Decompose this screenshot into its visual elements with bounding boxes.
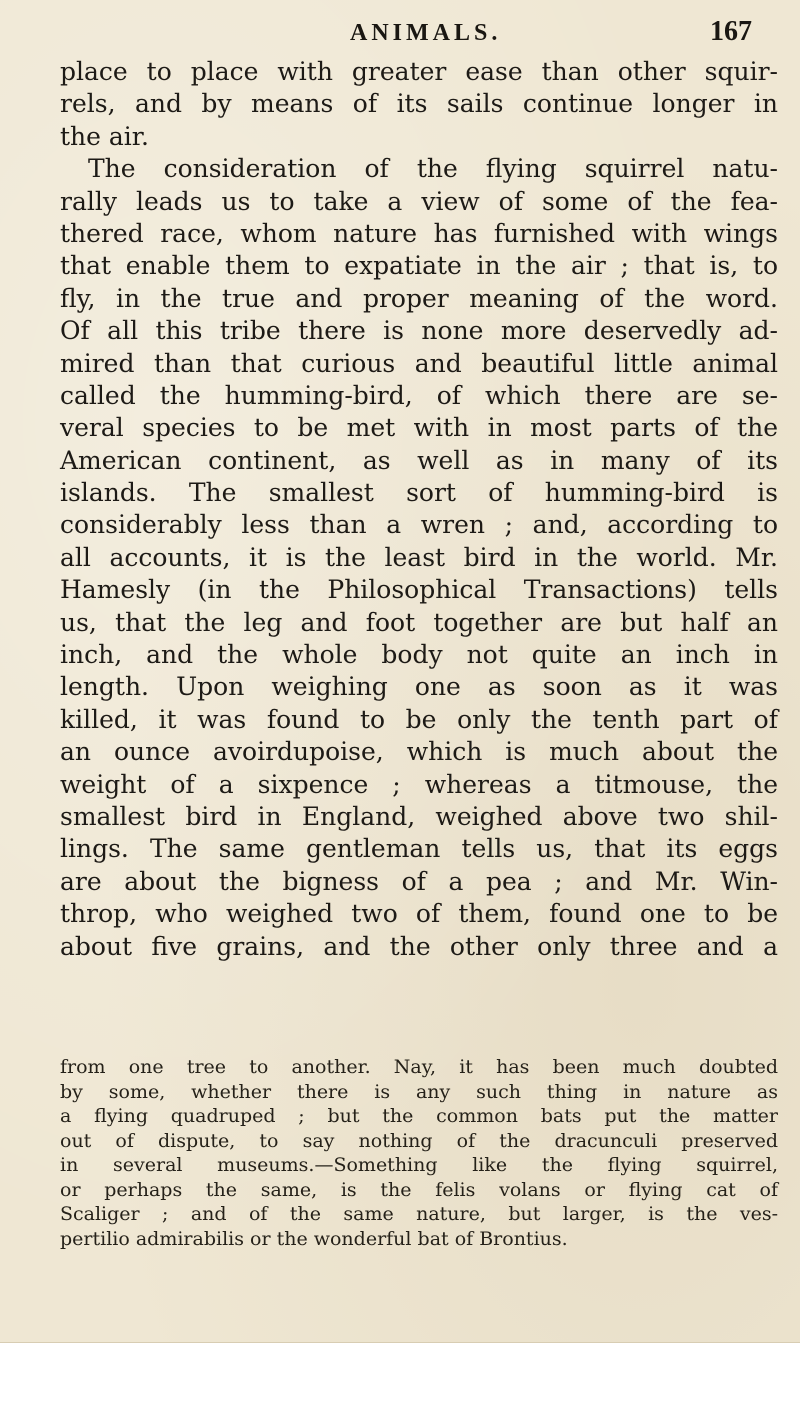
text-line: called the humming-bird, of which there are se- bbox=[60, 380, 778, 410]
text-line: smallest bird in England, weighed above two shil- bbox=[60, 801, 778, 831]
text-line: are about the bigness of a pea ; and Mr. Win- bbox=[60, 866, 778, 896]
footnote-line: or perhaps the same, is the felis volans or flying cat of bbox=[60, 1178, 778, 1201]
footnote-line: a flying quadruped ; but the common bats put the matter bbox=[60, 1105, 778, 1127]
footnote-line: out of dispute, to say nothing of the dracunculi preserved bbox=[60, 1129, 778, 1152]
text-line: us, that the leg and foot together are but half an bbox=[60, 607, 778, 637]
footnote-line: pertilio admirabilis or the wonderful bat of Brontius. bbox=[60, 1227, 568, 1250]
text-line: an ounce avoirdupoise, which is much about the bbox=[60, 737, 778, 767]
text-line: mired than that curious and beautiful little animal bbox=[60, 348, 778, 378]
running-head bbox=[0, 14, 800, 54]
text-line: Of all this tribe there is none more deservedly ad- bbox=[60, 316, 778, 346]
text-line: throp, who weighed two of them, found one to be bbox=[60, 899, 778, 929]
text-line: place to place with greater ease than other squir- bbox=[60, 57, 778, 86]
text-line: veral species to be met with in most parts of the bbox=[60, 413, 778, 443]
text-line: The consideration of the flying squirrel natu- bbox=[88, 154, 778, 184]
text-line: rels, and by means of its sails continue longer in bbox=[60, 89, 778, 119]
text-line: weight of a sixpence ; whereas a titmouse, the bbox=[60, 769, 778, 799]
text-line: all accounts, it is the least bird in the world. Mr. bbox=[60, 542, 778, 572]
text-line: considerably less than a wren ; and, according to bbox=[60, 510, 778, 540]
text-line: fly, in the true and proper meaning of the word. bbox=[60, 283, 778, 313]
text-line: the air. bbox=[60, 121, 149, 151]
running-head-title: ANIMALS. bbox=[350, 20, 502, 46]
text-line: rally leads us to take a view of some of the fea- bbox=[60, 186, 778, 216]
footnote-line: in several museums.—Something like the flying squirrel, bbox=[60, 1154, 778, 1176]
main-text bbox=[60, 56, 778, 963]
text-line: about five grains, and the other only three and a bbox=[60, 931, 778, 961]
footnote-line: from one tree to another. Nay, it has been much doubted bbox=[60, 1056, 778, 1078]
footnote bbox=[60, 1055, 778, 1251]
text-line: lings. The same gentleman tells us, that its eggs bbox=[60, 834, 778, 864]
text-line: Hamesly (in the Philosophical Transactions) tells bbox=[60, 575, 778, 605]
text-line: thered race, whom nature has furnished with wings bbox=[60, 218, 778, 248]
text-line: killed, it was found to be only the tenth part of bbox=[60, 704, 778, 734]
text-line: inch, and the whole body not quite an inch in bbox=[60, 640, 778, 670]
text-line: length. Upon weighing one as soon as it was bbox=[60, 672, 778, 702]
footnote-line: Scaliger ; and of the same nature, but larger, is the ves- bbox=[60, 1203, 778, 1225]
text-line: islands. The smallest sort of humming-bird is bbox=[60, 478, 778, 508]
text-line: that enable them to expatiate in the air ; that is, to bbox=[60, 251, 778, 281]
scan-margin bbox=[0, 1342, 800, 1407]
text-line: American continent, as well as in many of its bbox=[60, 445, 778, 475]
page-number: 167 bbox=[710, 16, 752, 47]
footnote-line: by some, whether there is any such thing in nature as bbox=[60, 1080, 778, 1103]
